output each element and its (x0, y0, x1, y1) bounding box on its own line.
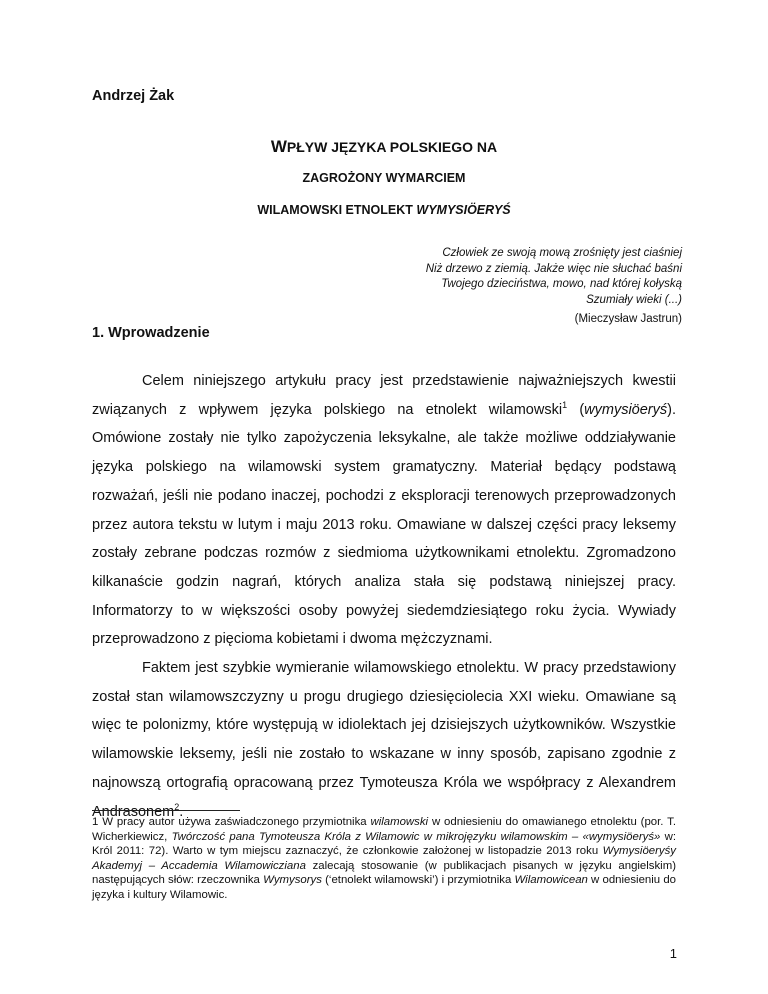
section-heading: 1. Wprowadzenie (92, 325, 210, 341)
epigraph (426, 246, 682, 308)
footnote-italic: Twórczość pana Tymoteusza Króla z Wilamowic w mikrojęzyku wilamowskim – «wymysiöeryś» (171, 830, 661, 843)
epigraph-line: Człowiek ze swoją mową zrośnięty jest ciaśniej (442, 247, 682, 259)
footnote-text: w: Król 2011: 72). Warto w tym miejscu zaznaczyć, że członkowie założonej w listopadzie 2013 roku (92, 830, 676, 858)
paragraph (92, 367, 676, 654)
title-line-2: ZAGROŻONY WYMARCIEM (302, 171, 466, 185)
title-line-1-text: PŁYW JĘZYKA POLSKIEGO NA (286, 139, 498, 155)
epigraph-line: Niż drzewo z ziemią. Jakże więc nie słuchać baśni (425, 262, 682, 275)
footnote-marker[interactable]: 1 (562, 399, 568, 410)
title-initial: W (270, 137, 287, 156)
epigraph-line: Szumiały wieki (...) (586, 293, 682, 306)
footnote (92, 815, 676, 903)
footnote-italic: Wymysiöeryśy Akademyj – Accademia Wilamowicziana (92, 845, 676, 872)
footnote-marker[interactable]: 2 (174, 801, 180, 812)
footnote-text: w odniesieniu do języka i kultury Wilamowic. (92, 874, 676, 901)
paragraph (92, 654, 676, 826)
footnote-text: 1 W pracy autor używa zaświadczonego przymiotnika (92, 816, 371, 828)
footnote-text: zalecają stosowanie (w publikacjach pisanych w języku angielskim) następujących słów: rzeczownika (92, 859, 676, 887)
body-text (92, 367, 676, 826)
paragraph-text: ( (567, 401, 585, 418)
author-name: Andrzej Żak (92, 88, 175, 104)
paragraph-text: ). Omówione zostały nie tylko zapożyczenia leksykalne, ale także możliwe oddziaływanie języka polskiego na wilamowski system gramatyczny. Materiał będący podstawą rozważań, jeśli nie podano inaczej, pochodzi z eksploracji terenowych przeprowadzonych przez autora tekstu w lutym i maju 2013 roku. Omawiane w dalszej części pracy leksemy zostały zebrane podczas rozmów z siedmioma użytkownikami etnolektu. Zgromadzono kilkanaście godzin nagrań, których analiza stała się podstawą niniejszej pracy. Informatorzy to w większości osoby powyżej siedemdziesiątego roku życia. Wywiady przeprowadzono z pięcioma kobietami i dwoma mężczyznami. (92, 401, 676, 648)
paragraph-text: Faktem jest szybkie wymieranie wilamowskiego etnolektu. W pracy przedstawiony został stan wilamowszczyzny u progu drugiego dziesięciolecia XXI wieku. Omawiane są więc te polonizmy, które występują w idiolektach jej dzisiejszych użytkowników. Wszystkie wilamowskie leksemy, jeśli nie zostało to wskazane w inny sposób, zapisano zgodnie z najnowszą ortografią opracowaną przez Tymoteusza Króla we współpracy z Alexandrem Andrasonem (92, 660, 676, 820)
footnote-divider (92, 810, 240, 811)
footnote-italic: Wilamowicean (514, 874, 588, 887)
footnote-italic: wilamowski (370, 816, 429, 828)
title-line-3-text: WILAMOWSKI ETNOLEKT (257, 203, 417, 217)
paragraph-text: . (179, 803, 184, 820)
footnote-text: (‘etnolekt wilamowski’) i przymiotnika (321, 874, 515, 887)
footnote-italic: Wymysorys (263, 874, 322, 887)
footnote-text: w odniesieniu do omawianego etnolektu (por. T. Wicherkiewicz, (92, 816, 676, 843)
page-number: 1 (669, 946, 677, 961)
title-line-1 (0, 137, 768, 157)
epigraph-attribution: (Mieczysław Jastrun) (574, 313, 682, 325)
title-line-3-italic: WYMYSIÖERYŚ (416, 203, 511, 217)
paragraph-italic: wymysiöeryś (584, 401, 668, 418)
paragraph-text: Celem niniejszego artykułu pracy jest przedstawienie najważniejszych kwestii związanych z wpływem języka polskiego na etnolekt wilamowski (92, 373, 676, 418)
title-line-3 (0, 203, 768, 217)
epigraph-line: Twojego dzieciństwa, mowo, nad której kołyską (441, 278, 682, 290)
